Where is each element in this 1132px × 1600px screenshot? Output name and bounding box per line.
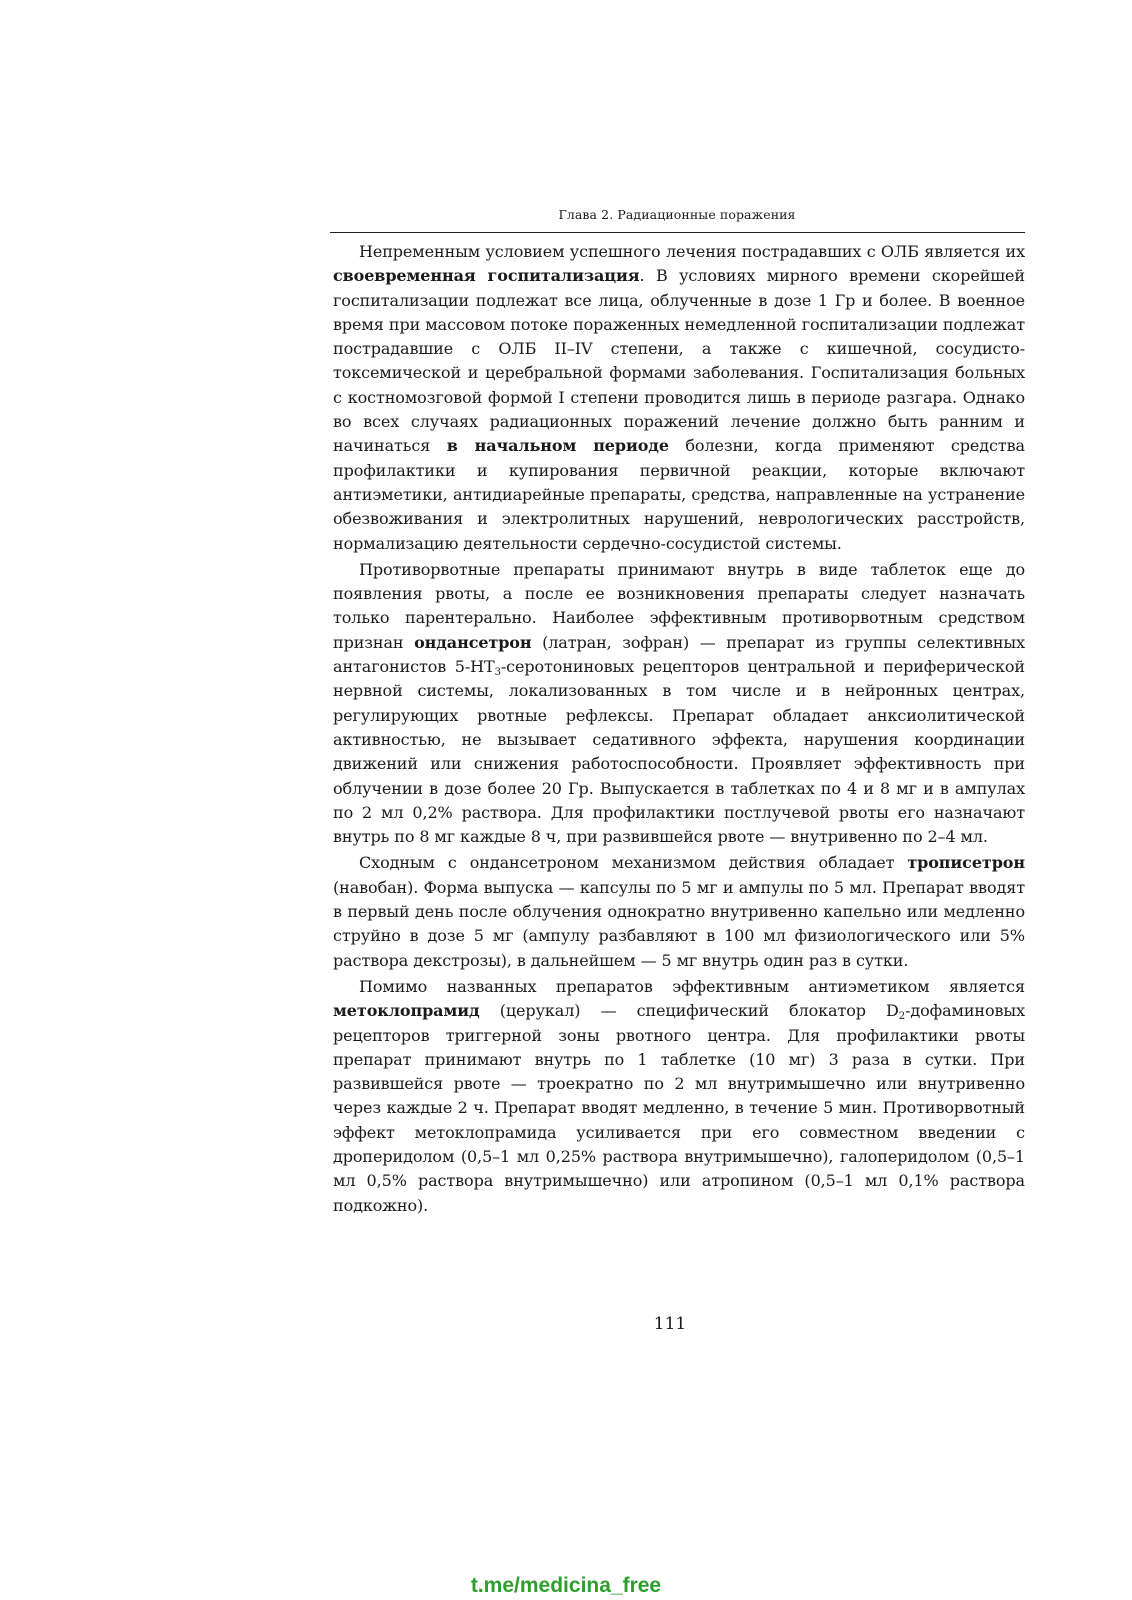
chapter-body xyxy=(333,240,1025,1220)
paragraph-3 xyxy=(333,851,1025,972)
watermark-link: t.me/medicina_free xyxy=(470,1574,662,1597)
p2-subscript: 3 xyxy=(494,667,501,679)
p4-text-2: (церукал) — специфический блокатор D xyxy=(479,1001,899,1021)
p2-text-3: -серотониновых рецепторов центральной и периферической нервной системы, локализованных в том числе и в нейронных центрах, регулирующих рвотные рефлексы. Препарат обладает анксиолитической активностью, не вызывает седативного эффекта, нарушения координации движений или снижения работоспособности. Проявляет эффективность при облучении в дозе более 20 Гр. Выпускается в таблетках по 4 и 8 мг и в ампулах по 2 мл 0,2% раствора. Для профилактики постлучевой рвоты его назначают внутрь по 8 мг каждые 8 ч, при развившейся рвоте — внутривенно по 2–4 мл. xyxy=(333,657,1025,847)
p4-text-1: Помимо названных препаратов эффективным антиэметиком является xyxy=(359,976,1025,996)
p3-text-1: Сходным с ондансетроном механизмом действия обладает xyxy=(359,853,908,873)
p4-bold-1: метоклопрамид xyxy=(333,1001,480,1021)
p1-bold-1: своевременная госпитализация xyxy=(333,266,640,286)
p4-text-3: -дофаминовых рецепторов триггерной зоны рвотного центра. Для профилактики рвоты препарат принимают внутрь по 1 таблетке (10 мг) 3 раза в сутки. При развившейся рвоте — троекратно по 2 мл внутримышечно или внутривенно через каждые 2 ч. Препарат вводят медленно, в течение 5 мин. Противорвотный эффект метоклопрамида усиливается при его совместном введении с дроперидолом (0,5–1 мл 0,25% раствора внутримышечно), галоперидолом (0,5–1 мл 0,5% раствора внутримышечно) или атропином (0,5–1 мл 0,1% раствора подкожно). xyxy=(333,1001,1025,1215)
p1-text-1: Непременным условием успешного лечения пострадавших с ОЛБ является их xyxy=(359,242,1025,261)
running-head: Глава 2. Радиационные поражения xyxy=(558,207,796,222)
p4-subscript: 2 xyxy=(898,1011,906,1023)
paragraph-4 xyxy=(333,975,1025,1218)
p2-text-1: Противорвотные препараты принимают внутрь в виде таблеток еще до появления рвоты, а после ее возникновения препараты следует назначать только парентерально. Наиболее эффективным противорвотным средством признан xyxy=(333,559,1025,652)
p2-bold-1: ондансетрон xyxy=(414,632,532,652)
p1-bold-2: в начальном периоде xyxy=(446,436,669,456)
page-number: 111 xyxy=(653,1314,687,1334)
p1-text-2: . В условиях мирного времени скорейшей госпитализации подлежат все лица, облученные в дозе 1 Гр и более. В военное время при массовом потоке пораженных немедленной госпитализации подлежат пострадавшие с ОЛБ II–IV степени, а также с кишечной, сосудисто-токсемической и церебральной формами заболевания. Госпитализация больных с костномозговой формой I степени проводится лишь в периоде разгара. Однако во всех случаях радиационных поражений лечение должно быть ранним и начинаться xyxy=(333,266,1025,456)
paragraph-1 xyxy=(333,240,1025,556)
p3-bold-1: трописетрон xyxy=(907,853,1025,873)
p3-text-2: (навобан). Форма выпуска — капсулы по 5 мг и ампулы по 5 мл. Препарат вводят в первый день после облучения однократно внутривенно капельно или медленно струйно в дозе 5 мг (ампулу разбавляют в 100 мл физиологического или 5% раствора декстрозы), в дальнейшем — 5 мг внутрь один раз в сутки. xyxy=(333,877,1025,970)
paragraph-2 xyxy=(333,558,1025,850)
p2-text-2: (латран, зофран) — препарат из группы селективных антагонистов 5-НТ xyxy=(333,632,1025,677)
header-rule xyxy=(330,232,1025,233)
p1-text-3: болезни, когда применяют средства профилактики и купирования первичной реакции, которые включают антиэметики, антидиарейные препараты, средства, направленные на устранение обезвоживания и электролитных нарушений, неврологических расстройств, нормализацию деятельности сердечно-сосудистой системы. xyxy=(333,436,1025,553)
